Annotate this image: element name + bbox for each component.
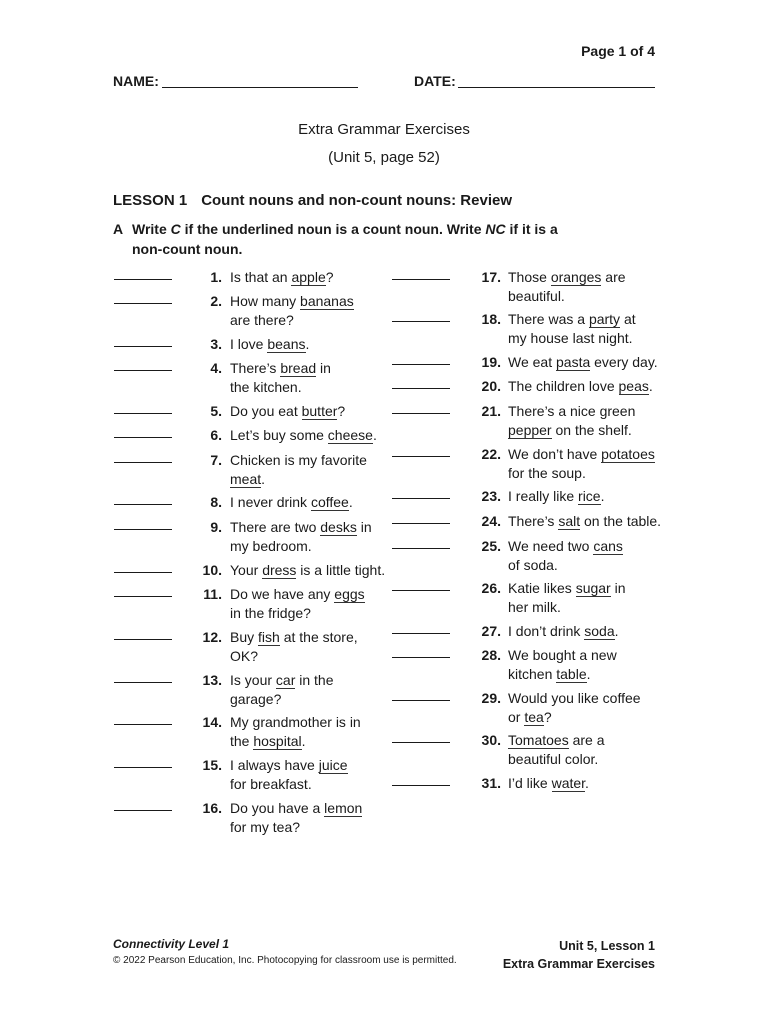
answer-blank[interactable]	[392, 590, 450, 591]
answer-blank[interactable]	[114, 596, 172, 597]
answer-blank[interactable]	[392, 633, 450, 634]
worksheet-subtitle: (Unit 5, page 52)	[328, 149, 440, 166]
item-line	[508, 353, 658, 372]
underlined-noun: car	[275, 672, 296, 688]
item-text-part: Chicken is my favorite	[230, 452, 367, 468]
item-text	[230, 451, 380, 488]
item-text-part: Do we have any	[230, 586, 335, 602]
page-number: Page 1 of 4	[581, 43, 655, 59]
item-text-part: The children love	[508, 378, 619, 394]
item-line	[508, 579, 658, 598]
item-number: 15.	[202, 757, 222, 773]
underlined-noun: pasta	[556, 354, 591, 370]
item-line	[230, 518, 380, 537]
item-line	[230, 311, 380, 330]
item-line	[230, 818, 380, 837]
item-line	[508, 665, 658, 684]
answer-blank[interactable]	[392, 657, 450, 658]
instr-text-3: if it is a	[505, 221, 558, 237]
item-number: 26.	[481, 580, 501, 596]
item-text-part: Do you have a	[230, 800, 325, 816]
item-number: 23.	[481, 488, 501, 504]
item-text-part: .	[614, 623, 619, 639]
item-text	[508, 487, 658, 506]
item-text-part: We eat	[508, 354, 556, 370]
item-text-part: in	[610, 580, 626, 596]
copyright: © 2022 Pearson Education, Inc. Photocopying for classroom use is permitted.	[113, 955, 457, 966]
answer-blank[interactable]	[392, 456, 450, 457]
item-number: 10.	[202, 562, 222, 578]
item-text-part: beautiful color.	[508, 750, 599, 767]
item-number: 11.	[203, 586, 222, 602]
underlined-noun: salt	[558, 513, 581, 529]
item-text-part: .	[305, 336, 310, 352]
item-text	[230, 359, 380, 396]
item-text	[508, 377, 658, 396]
item-text-part: Your	[230, 562, 263, 578]
item-text-part: I never drink	[230, 494, 311, 510]
instr-code-nc: NC	[485, 221, 506, 237]
item-text	[230, 335, 380, 354]
item-text-part: There’s	[230, 360, 281, 376]
item-line	[230, 402, 380, 421]
item-text	[230, 426, 380, 445]
item-text-part: for breakfast.	[230, 775, 312, 792]
item-line	[230, 671, 380, 690]
item-line	[230, 690, 380, 709]
underlined-noun: soda	[584, 623, 615, 639]
answer-blank[interactable]	[392, 413, 450, 414]
item-text-part: There’s a nice green	[508, 403, 636, 419]
underlined-noun: tea	[524, 708, 544, 725]
item-text-part: There was a	[508, 311, 589, 327]
item-number: 12.	[202, 629, 222, 645]
item-text-part: Buy	[230, 629, 259, 645]
item-text-part: .	[585, 775, 589, 791]
item-line	[230, 292, 380, 311]
underlined-noun: juice	[318, 757, 348, 773]
item-line	[508, 310, 658, 329]
item-text	[508, 310, 658, 347]
item-text-part: every day.	[590, 354, 658, 370]
item-text	[230, 402, 380, 421]
underlined-noun: cheese	[327, 427, 373, 443]
item-line	[508, 421, 658, 440]
item-text-part: is a little tight.	[296, 562, 386, 578]
item-number: 29.	[481, 690, 501, 706]
answer-blank[interactable]	[114, 462, 172, 463]
item-number: 13.	[202, 672, 222, 688]
section-instructions	[113, 219, 573, 259]
item-text-part: at the store,	[279, 629, 358, 645]
item-line	[230, 647, 380, 666]
item-line	[230, 713, 380, 732]
item-number: 8.	[210, 494, 222, 510]
underlined-noun: potatoes	[601, 446, 655, 462]
item-number: 18.	[481, 311, 501, 327]
item-text-part: We don’t have	[508, 446, 602, 462]
item-text	[230, 561, 386, 580]
item-number: 24.	[481, 513, 501, 529]
item-line	[508, 689, 658, 708]
footer-label: Extra Grammar Exercises	[502, 957, 655, 971]
underlined-noun: eggs	[334, 586, 365, 602]
item-text-part: We bought a new	[508, 647, 617, 663]
footer-unit: Unit 5, Lesson 1	[559, 939, 655, 953]
item-text	[230, 493, 380, 512]
underlined-noun: Tomatoes	[508, 732, 569, 748]
underlined-noun: dress	[262, 562, 297, 578]
item-text-part: We need two	[508, 538, 594, 554]
item-text	[230, 713, 380, 750]
answer-blank[interactable]	[392, 364, 450, 365]
item-text-part: There’s	[508, 513, 559, 529]
item-text-part: for my tea?	[230, 818, 301, 835]
item-line	[508, 622, 658, 641]
item-line	[508, 774, 658, 793]
item-text	[230, 671, 380, 708]
item-text-part: .	[372, 427, 377, 443]
footer-left	[113, 937, 457, 966]
section-letter: A	[113, 221, 124, 237]
answer-blank[interactable]	[392, 388, 450, 389]
item-text-part: are	[601, 269, 626, 285]
answer-blank[interactable]	[114, 572, 172, 573]
item-number: 27.	[481, 623, 501, 639]
item-text-part: Would you like coffee	[508, 690, 641, 706]
answer-blank[interactable]	[114, 724, 172, 725]
item-text	[508, 646, 658, 683]
underlined-noun: butter	[301, 403, 338, 419]
item-number: 17.	[481, 269, 501, 285]
item-line	[508, 708, 658, 727]
item-text-part: Let’s buy some	[230, 427, 328, 443]
lesson-heading	[113, 192, 512, 209]
item-text-part: OK?	[230, 647, 259, 664]
item-line	[230, 470, 380, 489]
item-number: 31.	[481, 775, 501, 791]
underlined-noun: water	[551, 775, 586, 791]
item-text-part: the kitchen.	[230, 378, 302, 395]
item-line	[230, 537, 380, 556]
item-line	[230, 493, 380, 512]
underlined-noun: fish	[258, 629, 280, 645]
item-line	[230, 378, 380, 397]
item-text-part: .	[586, 665, 591, 682]
item-line	[508, 287, 658, 306]
item-text-part: my house last night.	[508, 329, 633, 346]
item-text-part: I always have	[230, 757, 319, 773]
item-line	[508, 512, 662, 531]
item-text-part: .	[261, 470, 266, 487]
item-number: 4.	[210, 360, 222, 376]
footer-right	[503, 937, 655, 973]
item-text-part: in the fridge?	[230, 604, 311, 621]
instr-text-1: Write	[132, 221, 171, 237]
underlined-noun: peas	[618, 378, 649, 394]
item-text-part: ?	[543, 708, 552, 725]
item-text-part: .	[348, 494, 353, 510]
answer-blank[interactable]	[114, 767, 172, 768]
item-line	[230, 451, 380, 470]
item-text	[508, 622, 658, 641]
item-number: 21.	[481, 403, 501, 419]
underlined-noun: lemon	[324, 800, 363, 816]
item-text-part: Do you eat	[230, 403, 302, 419]
item-text	[230, 518, 380, 555]
series-name: Connectivity Level 1	[113, 937, 230, 951]
item-text-part: of soda.	[508, 556, 558, 573]
item-text	[508, 353, 658, 372]
answer-blank[interactable]	[392, 523, 450, 524]
name-line[interactable]	[162, 86, 358, 88]
item-text-part: There are two	[230, 519, 321, 535]
item-text-part: garage?	[230, 690, 282, 707]
underlined-noun: meat	[230, 470, 262, 487]
item-text-part: beautiful.	[508, 287, 565, 304]
item-line	[230, 335, 380, 354]
item-line	[508, 598, 658, 617]
item-line	[508, 445, 658, 464]
item-text-part: Is your	[230, 672, 276, 688]
date-label: DATE:	[414, 73, 456, 89]
item-number: 1.	[210, 269, 222, 285]
item-line	[230, 628, 380, 647]
item-text	[508, 445, 658, 482]
item-number: 9.	[210, 519, 222, 535]
answer-blank[interactable]	[392, 700, 450, 701]
underlined-noun: table	[556, 665, 587, 682]
item-text	[508, 537, 658, 574]
item-line	[508, 646, 658, 665]
worksheet-title: Extra Grammar Exercises	[298, 121, 470, 138]
item-text-part: in	[356, 519, 372, 535]
item-number: 19.	[481, 354, 501, 370]
item-text-part: ?	[325, 269, 334, 285]
item-text-part: Katie likes	[508, 580, 576, 596]
answer-blank[interactable]	[114, 413, 172, 414]
item-line	[508, 731, 658, 750]
item-line	[508, 750, 658, 769]
item-text	[230, 268, 380, 287]
item-line	[508, 537, 658, 556]
underlined-noun: oranges	[550, 269, 602, 285]
item-text-part: are a	[568, 732, 605, 748]
answer-blank[interactable]	[114, 529, 172, 530]
item-line	[508, 402, 658, 421]
answer-blank[interactable]	[392, 548, 450, 549]
item-text-part: are there?	[230, 311, 294, 328]
item-number: 2.	[210, 293, 222, 309]
item-text-part: Those	[508, 269, 551, 285]
item-line	[230, 756, 380, 775]
item-text	[508, 689, 658, 726]
item-text-part: I love	[230, 336, 268, 352]
item-text	[230, 292, 380, 329]
date-line[interactable]	[458, 86, 655, 88]
item-text-part: for the soup.	[508, 464, 586, 481]
item-number: 3.	[210, 336, 222, 352]
item-line	[230, 732, 380, 751]
answer-blank[interactable]	[114, 504, 172, 505]
item-text-part: .	[301, 732, 306, 749]
name-label: NAME:	[113, 73, 159, 89]
item-line	[230, 775, 380, 794]
answer-blank[interactable]	[114, 346, 172, 347]
lesson-title: Count nouns and non-count nouns: Review	[201, 192, 512, 209]
lesson-label: LESSON 1	[113, 192, 188, 209]
answer-blank[interactable]	[114, 639, 172, 640]
item-text-part: I don’t drink	[508, 623, 585, 639]
instr-text-2: if the underlined noun is a count noun. Write	[180, 221, 486, 237]
underlined-noun: beans	[267, 336, 306, 352]
item-line	[230, 426, 380, 445]
instr-text-4: non-count noun.	[132, 241, 243, 257]
item-text	[508, 512, 662, 531]
underlined-noun: party	[588, 311, 621, 327]
underlined-noun: pepper	[508, 421, 552, 438]
underlined-noun: sugar	[575, 580, 611, 596]
underlined-noun: rice	[578, 488, 601, 504]
item-line	[508, 377, 658, 396]
item-text-part: .	[600, 488, 605, 504]
instr-code-c: C	[170, 221, 181, 237]
item-number: 30.	[481, 732, 501, 748]
answer-blank[interactable]	[392, 321, 450, 322]
item-text	[230, 628, 380, 665]
item-text	[508, 402, 658, 439]
item-line	[230, 561, 386, 580]
underlined-noun: coffee	[310, 494, 349, 510]
item-line	[230, 585, 380, 604]
item-line	[230, 604, 380, 623]
item-text	[230, 585, 380, 622]
item-text-part: ?	[337, 403, 346, 419]
underlined-noun: bananas	[300, 293, 354, 309]
item-number: 28.	[481, 647, 501, 663]
underlined-noun: hospital	[253, 732, 302, 749]
item-text-part: my bedroom.	[230, 537, 312, 554]
item-line	[508, 329, 658, 348]
item-number: 7.	[210, 452, 222, 468]
item-number: 16.	[202, 800, 222, 816]
item-number: 14.	[202, 714, 222, 730]
item-text	[230, 756, 380, 793]
item-line	[508, 464, 658, 483]
item-line	[230, 799, 380, 818]
item-text	[508, 268, 658, 305]
item-line	[508, 556, 658, 575]
answer-blank[interactable]	[392, 742, 450, 743]
item-text-part: or	[508, 708, 525, 725]
item-text-part: on the table.	[580, 513, 662, 529]
item-text-part: the	[230, 732, 254, 749]
item-line	[230, 359, 380, 378]
item-number: 22.	[481, 446, 501, 462]
item-line	[230, 268, 380, 287]
item-number: 5.	[210, 403, 222, 419]
item-number: 20.	[481, 378, 501, 394]
underlined-noun: desks	[320, 519, 357, 535]
answer-blank[interactable]	[114, 370, 172, 371]
answer-blank[interactable]	[114, 279, 172, 280]
item-text-part: How many	[230, 293, 301, 309]
underlined-noun: cans	[593, 538, 623, 554]
item-text-part: .	[648, 378, 653, 394]
item-text-part: on the shelf.	[551, 421, 632, 438]
underlined-noun: apple	[291, 269, 326, 285]
item-text	[508, 579, 658, 616]
item-text-part: kitchen	[508, 665, 557, 682]
underlined-noun: bread	[280, 360, 317, 376]
item-line	[508, 268, 658, 287]
answer-blank[interactable]	[114, 303, 172, 304]
item-text-part: her milk.	[508, 598, 561, 615]
item-text-part: I’d like	[508, 775, 552, 791]
answer-blank[interactable]	[392, 785, 450, 786]
item-text-part: at	[620, 311, 636, 327]
item-text-part: in	[316, 360, 331, 376]
item-text-part: I really like	[508, 488, 579, 504]
item-text-part: My grandmother is in	[230, 714, 361, 730]
item-text-part: in the	[295, 672, 334, 688]
item-text	[508, 774, 658, 793]
item-number: 25.	[481, 538, 501, 554]
item-text-part: Is that an	[230, 269, 292, 285]
item-text	[230, 799, 380, 836]
item-line	[508, 487, 658, 506]
answer-blank[interactable]	[114, 810, 172, 811]
answer-blank[interactable]	[114, 437, 172, 438]
item-number: 6.	[210, 427, 222, 443]
answer-blank[interactable]	[114, 682, 172, 683]
answer-blank[interactable]	[392, 279, 450, 280]
item-text	[508, 731, 658, 768]
answer-blank[interactable]	[392, 498, 450, 499]
